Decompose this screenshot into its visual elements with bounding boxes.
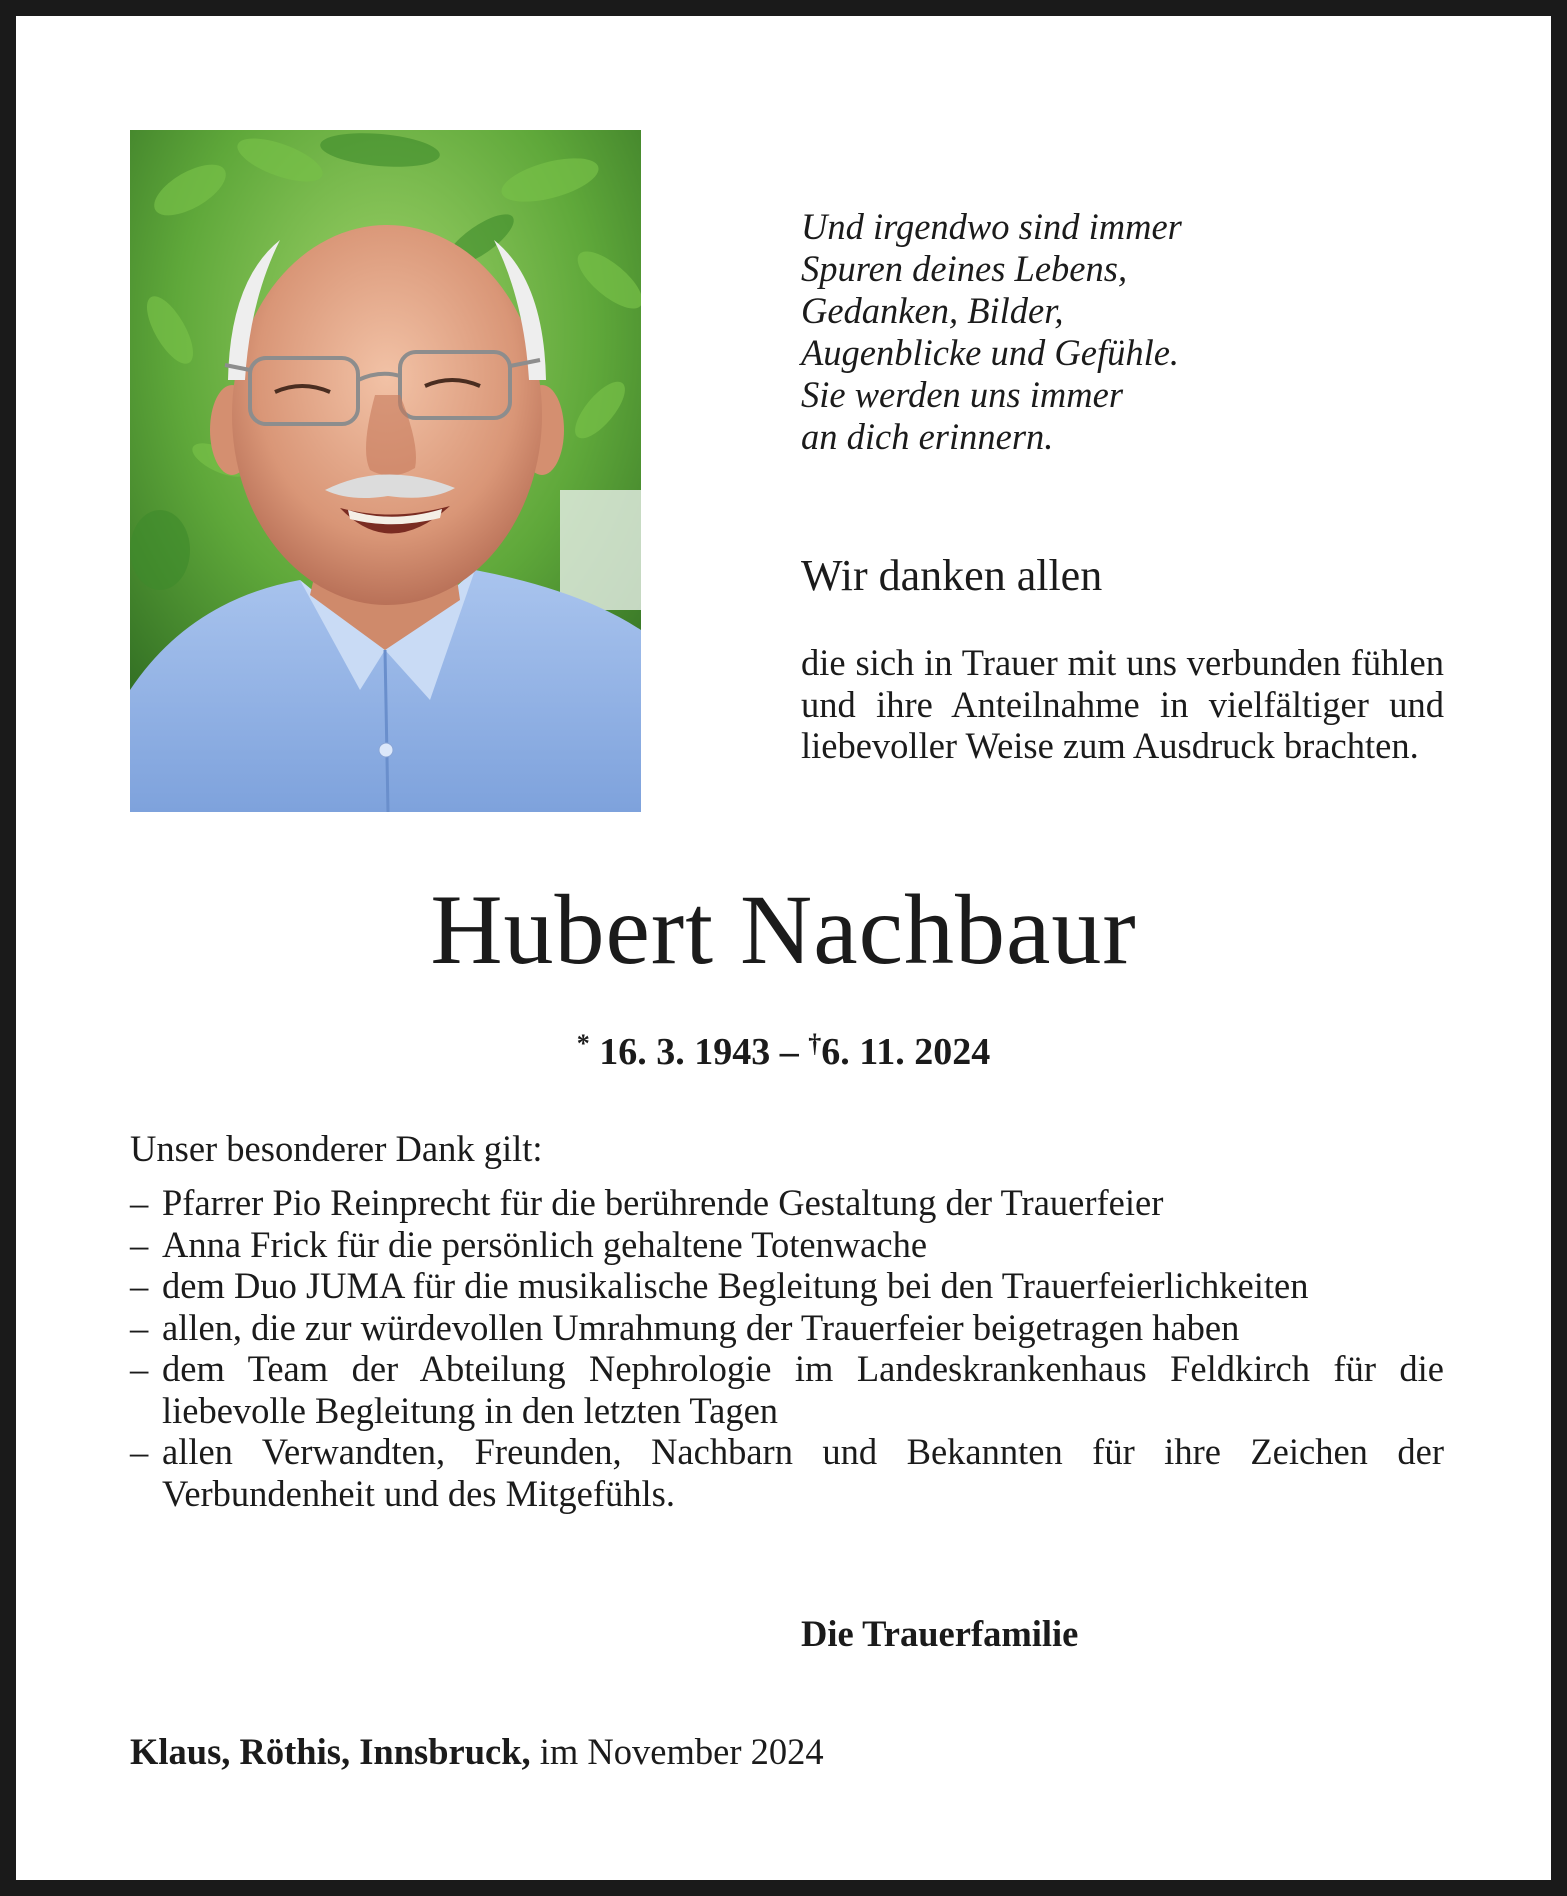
footer-date: im November 2024 [539, 1731, 824, 1772]
memorial-poem [801, 206, 1441, 458]
birth-symbol: * [576, 1029, 590, 1058]
poem-line: an dich erinnern. [801, 416, 1054, 457]
list-dash: – [130, 1182, 149, 1223]
portrait-photo [130, 130, 641, 812]
poem-line: Gedanken, Bilder, [801, 290, 1064, 331]
special-thanks-intro: Unser besonderer Dank gilt: [130, 1128, 543, 1169]
list-item [130, 1348, 1444, 1431]
list-item-text: allen Verwandten, Freunden, Nachbarn und Bekannten für ihre Zeichen der Verbundenheit und des Mitgefühls. [162, 1431, 1444, 1514]
thanks-heading: Wir danken allen [801, 551, 1103, 600]
obituary-card [16, 16, 1551, 1880]
thanks-text: die sich in Trauer mit uns verbunden fühlen und ihre Anteilnahme in vielfältiger und liebevoller Weise zum Ausdruck brachten. [801, 642, 1444, 766]
list-item-text: Anna Frick für die persönlich gehaltene Totenwache [162, 1223, 928, 1265]
list-item-text: Pfarrer Pio Reinprecht für die berührende Gestaltung der Trauerfeier [162, 1182, 1164, 1223]
poem-line: Und irgendwo sind immer [801, 206, 1182, 247]
list-dash: – [130, 1348, 149, 1389]
list-item [130, 1307, 1444, 1349]
signature: Die Trauerfamilie [801, 1613, 1079, 1654]
list-dash: – [130, 1431, 149, 1472]
footer-places: Klaus, Röthis, Innsbruck, [130, 1731, 531, 1772]
list-item [130, 1265, 1444, 1307]
list-item [130, 1431, 1444, 1514]
birth-date: 16. 3. 1943 [599, 1031, 771, 1073]
list-item-text: dem Team der Abteilung Nephrologie im Landeskrankenhaus Feldkirch für die liebevolle Begleitung in den letzten Tagen [162, 1348, 1444, 1431]
list-dash: – [130, 1265, 149, 1306]
list-dash: – [130, 1223, 149, 1265]
special-thanks-list [130, 1182, 1444, 1514]
list-item-text: dem Duo JUMA für die musikalische Begleitung bei den Trauerfeierlichkeiten [162, 1265, 1309, 1306]
footer-place-date [130, 1730, 824, 1774]
death-symbol: † [808, 1029, 822, 1058]
poem-line: Augenblicke und Gefühle. [801, 332, 1180, 373]
poem-line: Sie werden uns immer [801, 374, 1124, 415]
date-separator: – [779, 1031, 799, 1073]
life-dates [16, 1021, 1551, 1075]
list-dash: – [130, 1306, 149, 1348]
deceased-name: Hubert Nachbaur [430, 874, 1137, 985]
list-item [130, 1182, 1444, 1224]
poem-line: Spuren deines Lebens, [801, 248, 1128, 289]
death-date: 6. 11. 2024 [821, 1031, 991, 1073]
list-item-text: allen, die zur würdevollen Umrahmung der Trauerfeier beigetragen haben [162, 1306, 1240, 1348]
list-item [130, 1224, 1444, 1266]
